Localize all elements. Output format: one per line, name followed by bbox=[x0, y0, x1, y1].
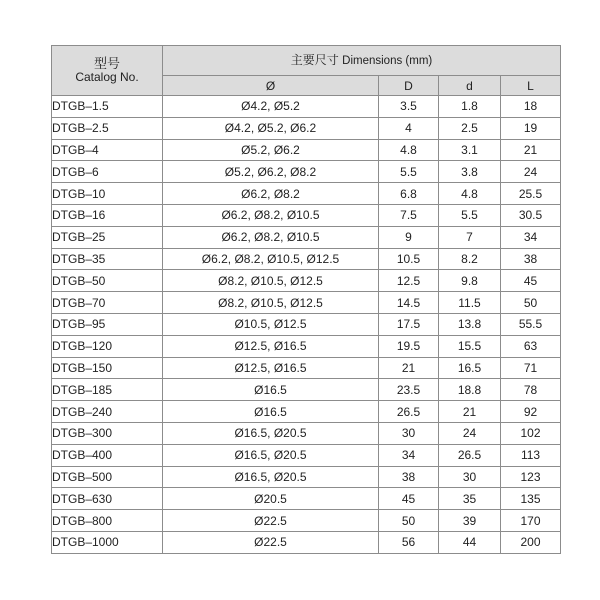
L-cell: 71 bbox=[501, 357, 561, 379]
D-cell: 3.5 bbox=[379, 96, 439, 118]
D-cell: 30 bbox=[379, 422, 439, 444]
D-cell: 4.8 bbox=[379, 139, 439, 161]
D-cell: 50 bbox=[379, 510, 439, 532]
d-cell: 21 bbox=[439, 401, 501, 423]
table-row bbox=[52, 379, 561, 401]
model-cell: DTGB–300 bbox=[52, 422, 163, 444]
table-row bbox=[52, 488, 561, 510]
table-row bbox=[52, 248, 561, 270]
phi-cell: Ø6.2, Ø8.2, Ø10.5, Ø12.5 bbox=[163, 248, 379, 270]
dimensions-table bbox=[51, 45, 561, 554]
L-column-header: L bbox=[501, 76, 561, 96]
d-cell: 2.5 bbox=[439, 117, 501, 139]
phi-column-header: Ø bbox=[163, 76, 379, 96]
L-cell: 200 bbox=[501, 531, 561, 553]
table-body bbox=[52, 96, 561, 554]
model-cell: DTGB–2.5 bbox=[52, 117, 163, 139]
table-row bbox=[52, 139, 561, 161]
table-row bbox=[52, 357, 561, 379]
phi-cell: Ø8.2, Ø10.5, Ø12.5 bbox=[163, 270, 379, 292]
model-cell: DTGB–50 bbox=[52, 270, 163, 292]
model-cell: DTGB–10 bbox=[52, 183, 163, 205]
dimensions-header-cn: 主要尺寸 bbox=[290, 52, 339, 67]
phi-cell: Ø5.2, Ø6.2, Ø8.2 bbox=[163, 161, 379, 183]
L-cell: 24 bbox=[501, 161, 561, 183]
d-cell: 24 bbox=[439, 422, 501, 444]
table-row bbox=[52, 466, 561, 488]
table-row bbox=[52, 510, 561, 532]
D-cell: 9 bbox=[379, 226, 439, 248]
d-cell: 18.8 bbox=[439, 379, 501, 401]
d-cell: 15.5 bbox=[439, 335, 501, 357]
dimensions-header-en: Dimensions (mm) bbox=[342, 54, 433, 67]
table-row bbox=[52, 444, 561, 466]
D-cell: 14.5 bbox=[379, 292, 439, 314]
L-cell: 78 bbox=[501, 379, 561, 401]
d-cell: 3.1 bbox=[439, 139, 501, 161]
phi-cell: Ø10.5, Ø12.5 bbox=[163, 313, 379, 335]
D-cell: 7.5 bbox=[379, 204, 439, 226]
d-cell: 8.2 bbox=[439, 248, 501, 270]
phi-cell: Ø16.5, Ø20.5 bbox=[163, 444, 379, 466]
model-cell: DTGB–800 bbox=[52, 510, 163, 532]
phi-cell: Ø8.2, Ø10.5, Ø12.5 bbox=[163, 292, 379, 314]
dimensions-header bbox=[163, 46, 561, 76]
D-cell: 12.5 bbox=[379, 270, 439, 292]
phi-cell: Ø4.2, Ø5.2 bbox=[163, 96, 379, 118]
model-cell: DTGB–120 bbox=[52, 335, 163, 357]
D-cell: 26.5 bbox=[379, 401, 439, 423]
D-cell: 19.5 bbox=[379, 335, 439, 357]
d-cell: 26.5 bbox=[439, 444, 501, 466]
d-cell: 5.5 bbox=[439, 204, 501, 226]
table-row bbox=[52, 313, 561, 335]
phi-cell: Ø12.5, Ø16.5 bbox=[163, 335, 379, 357]
d-cell: 13.8 bbox=[439, 313, 501, 335]
table-row bbox=[52, 270, 561, 292]
catalog-no-header-cn: 型号 bbox=[93, 57, 120, 72]
model-cell: DTGB–95 bbox=[52, 313, 163, 335]
model-cell: DTGB–70 bbox=[52, 292, 163, 314]
D-cell: 17.5 bbox=[379, 313, 439, 335]
D-cell: 45 bbox=[379, 488, 439, 510]
L-cell: 123 bbox=[501, 466, 561, 488]
table-row bbox=[52, 531, 561, 553]
model-cell: DTGB–240 bbox=[52, 401, 163, 423]
D-cell: 56 bbox=[379, 531, 439, 553]
phi-cell: Ø16.5 bbox=[163, 379, 379, 401]
table-row bbox=[52, 292, 561, 314]
D-cell: 34 bbox=[379, 444, 439, 466]
model-cell: DTGB–1.5 bbox=[52, 96, 163, 118]
table-row bbox=[52, 335, 561, 357]
model-cell: DTGB–400 bbox=[52, 444, 163, 466]
D-cell: 38 bbox=[379, 466, 439, 488]
d-column-header: d bbox=[439, 76, 501, 96]
phi-cell: Ø12.5, Ø16.5 bbox=[163, 357, 379, 379]
model-cell: DTGB–4 bbox=[52, 139, 163, 161]
d-cell: 16.5 bbox=[439, 357, 501, 379]
table-row bbox=[52, 226, 561, 248]
d-cell: 1.8 bbox=[439, 96, 501, 118]
L-cell: 102 bbox=[501, 422, 561, 444]
D-cell: 21 bbox=[379, 357, 439, 379]
phi-cell: Ø20.5 bbox=[163, 488, 379, 510]
d-cell: 44 bbox=[439, 531, 501, 553]
L-cell: 38 bbox=[501, 248, 561, 270]
model-cell: DTGB–16 bbox=[52, 204, 163, 226]
L-cell: 113 bbox=[501, 444, 561, 466]
phi-cell: Ø6.2, Ø8.2, Ø10.5 bbox=[163, 226, 379, 248]
L-cell: 45 bbox=[501, 270, 561, 292]
L-cell: 63 bbox=[501, 335, 561, 357]
phi-cell: Ø6.2, Ø8.2, Ø10.5 bbox=[163, 204, 379, 226]
D-cell: 6.8 bbox=[379, 183, 439, 205]
d-cell: 4.8 bbox=[439, 183, 501, 205]
model-cell: DTGB–500 bbox=[52, 466, 163, 488]
L-cell: 55.5 bbox=[501, 313, 561, 335]
catalog-no-header-en: Catalog No. bbox=[75, 70, 139, 84]
d-cell: 39 bbox=[439, 510, 501, 532]
phi-cell: Ø4.2, Ø5.2, Ø6.2 bbox=[163, 117, 379, 139]
model-cell: DTGB–150 bbox=[52, 357, 163, 379]
L-cell: 21 bbox=[501, 139, 561, 161]
model-cell: DTGB–25 bbox=[52, 226, 163, 248]
d-cell: 7 bbox=[439, 226, 501, 248]
D-cell: 23.5 bbox=[379, 379, 439, 401]
d-cell: 35 bbox=[439, 488, 501, 510]
model-cell: DTGB–6 bbox=[52, 161, 163, 183]
L-cell: 19 bbox=[501, 117, 561, 139]
d-cell: 3.8 bbox=[439, 161, 501, 183]
table-row bbox=[52, 117, 561, 139]
L-cell: 170 bbox=[501, 510, 561, 532]
L-cell: 25.5 bbox=[501, 183, 561, 205]
L-cell: 30.5 bbox=[501, 204, 561, 226]
phi-cell: Ø22.5 bbox=[163, 531, 379, 553]
phi-cell: Ø16.5, Ø20.5 bbox=[163, 466, 379, 488]
table-row bbox=[52, 422, 561, 444]
table-row bbox=[52, 161, 561, 183]
D-cell: 5.5 bbox=[379, 161, 439, 183]
phi-cell: Ø16.5 bbox=[163, 401, 379, 423]
L-cell: 18 bbox=[501, 96, 561, 118]
table-row bbox=[52, 183, 561, 205]
model-cell: DTGB–35 bbox=[52, 248, 163, 270]
L-cell: 135 bbox=[501, 488, 561, 510]
model-cell: DTGB–1000 bbox=[52, 531, 163, 553]
model-cell: DTGB–185 bbox=[52, 379, 163, 401]
L-cell: 34 bbox=[501, 226, 561, 248]
d-cell: 9.8 bbox=[439, 270, 501, 292]
model-cell: DTGB–630 bbox=[52, 488, 163, 510]
D-cell: 4 bbox=[379, 117, 439, 139]
phi-cell: Ø6.2, Ø8.2 bbox=[163, 183, 379, 205]
L-cell: 50 bbox=[501, 292, 561, 314]
L-cell: 92 bbox=[501, 401, 561, 423]
d-cell: 30 bbox=[439, 466, 501, 488]
table-row bbox=[52, 401, 561, 423]
catalog-no-header bbox=[52, 46, 163, 96]
D-column-header: D bbox=[379, 76, 439, 96]
phi-cell: Ø22.5 bbox=[163, 510, 379, 532]
d-cell: 11.5 bbox=[439, 292, 501, 314]
table-row bbox=[52, 204, 561, 226]
table-row bbox=[52, 96, 561, 118]
D-cell: 10.5 bbox=[379, 248, 439, 270]
phi-cell: Ø16.5, Ø20.5 bbox=[163, 422, 379, 444]
phi-cell: Ø5.2, Ø6.2 bbox=[163, 139, 379, 161]
